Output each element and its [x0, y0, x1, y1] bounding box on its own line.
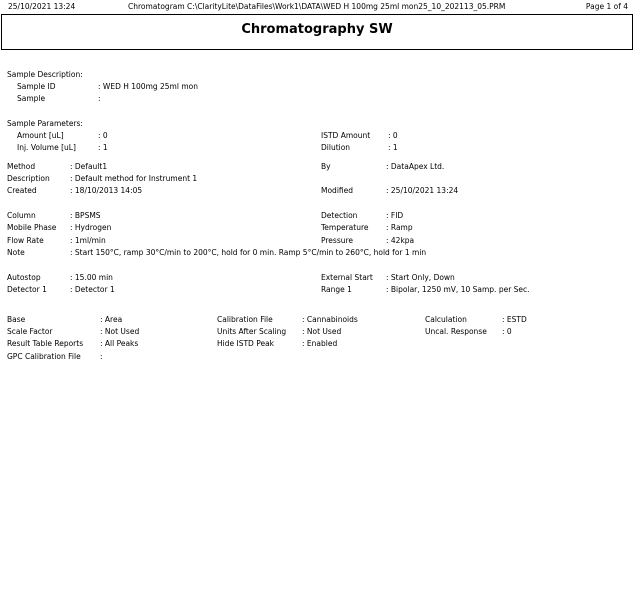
result-table-reports-label: Result Table Reports [7, 339, 84, 348]
units-after-scaling-value: : Not Used [302, 327, 342, 336]
dilution-value: : 1 [388, 143, 398, 152]
calibration-file-value: : Cannabinoids [302, 315, 358, 324]
sample-value: : [98, 94, 101, 103]
sample-id-label: Sample ID [17, 82, 56, 91]
page-title: Chromatography SW [241, 22, 393, 37]
istd-amount-label: ISTD Amount [321, 131, 371, 140]
range-label: Range 1 [321, 285, 352, 294]
autostop-label: Autostop [7, 273, 41, 282]
flow-rate-label: Flow Rate [7, 236, 44, 245]
column-value: : BPSMS [70, 211, 101, 220]
column-label: Column [7, 211, 36, 220]
modified-label: Modified [321, 186, 354, 195]
detector-label: Detector 1 [7, 285, 47, 294]
sample-description-heading: Sample Description: [7, 70, 83, 79]
calculation-label: Calculation [425, 315, 467, 324]
chromatogram-path: Chromatogram C:\ClarityLite\DataFiles\Work1\DATA\WED H 100mg 25ml mon25_10_202113_05.PRM [128, 2, 506, 11]
gpc-calibration-file-value: : [100, 352, 103, 361]
detection-value: : FID [386, 211, 404, 220]
uncal-response-label: Uncal. Response [425, 327, 487, 336]
mobile-phase-value: : Hydrogen [70, 223, 112, 232]
dilution-label: Dilution [321, 143, 351, 152]
temperature-label: Temperature [321, 223, 369, 232]
by-label: By [321, 162, 331, 171]
pressure-value: : 42kpa [386, 236, 415, 245]
mobile-phase-label: Mobile Phase [7, 223, 57, 232]
sample-parameters-heading: Sample Parameters: [7, 119, 83, 128]
istd-amount-value: : 0 [388, 131, 398, 140]
base-value: : Area [100, 315, 123, 324]
calibration-file-label: Calibration File [217, 315, 273, 324]
range-value: : Bipolar, 1250 mV, 10 Samp. per Sec. [386, 285, 530, 294]
external-start-label: External Start [321, 273, 373, 282]
external-start-value: : Start Only, Down [386, 273, 455, 282]
hide-istd-peak-label: Hide ISTD Peak [217, 339, 275, 348]
method-value: : Default1 [70, 162, 108, 171]
note-value: : Start 150°C, ramp 30°C/min to 200°C, hold for 0 min. Ramp 5°C/min to 260°C, hold for 1 min [70, 248, 427, 257]
pressure-label: Pressure [321, 236, 354, 245]
print-date: 25/10/2021 13:24 [8, 2, 76, 11]
note-label: Note [7, 248, 25, 257]
scale-factor-label: Scale Factor [7, 327, 53, 336]
title-box [1, 14, 633, 50]
modified-value: : 25/10/2021 13:24 [386, 186, 459, 195]
by-value: : DataApex Ltd. [386, 162, 445, 171]
detector-value: : Detector 1 [70, 285, 115, 294]
hide-istd-peak-value: : Enabled [302, 339, 338, 348]
description-label: Description [7, 174, 50, 183]
result-table-reports-value: : All Peaks [100, 339, 139, 348]
description-value: : Default method for Instrument 1 [70, 174, 198, 183]
gpc-calibration-file-label: GPC Calibration File [7, 352, 81, 361]
uncal-response-value: : 0 [502, 327, 512, 336]
page-number: Page 1 of 4 [585, 2, 628, 11]
units-after-scaling-label: Units After Scaling [217, 327, 287, 336]
amount-value: : 0 [98, 131, 108, 140]
sample-label: Sample [17, 94, 46, 103]
flow-rate-value: : 1ml/min [70, 236, 106, 245]
base-label: Base [7, 315, 26, 324]
created-value: : 18/10/2013 14:05 [70, 186, 143, 195]
calculation-value: : ESTD [502, 315, 527, 324]
method-label: Method [7, 162, 36, 171]
inj-volume-value: : 1 [98, 143, 108, 152]
detection-label: Detection [321, 211, 358, 220]
amount-label: Amount [uL] [17, 131, 64, 140]
temperature-value: : Ramp [386, 223, 413, 232]
sample-id-value: : WED H 100mg 25ml mon [98, 82, 198, 91]
autostop-value: : 15.00 min [70, 273, 113, 282]
created-label: Created [7, 186, 37, 195]
scale-factor-value: : Not Used [100, 327, 140, 336]
inj-volume-label: Inj. Volume [uL] [17, 143, 76, 152]
